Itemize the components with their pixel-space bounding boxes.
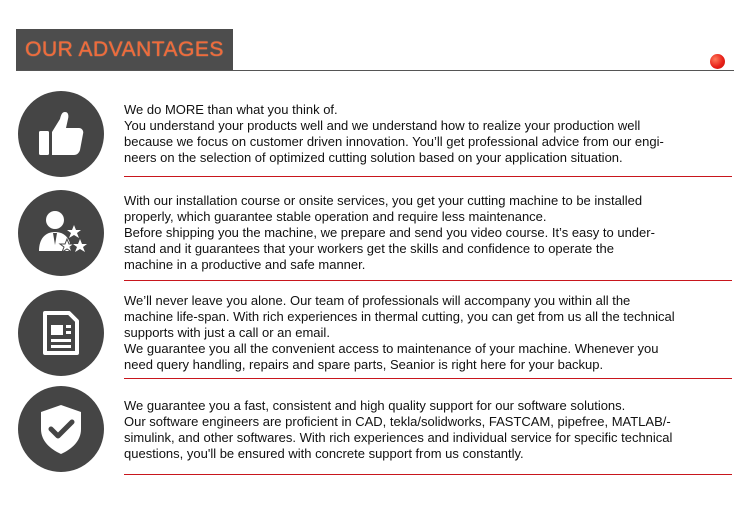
red-dot-icon [710,54,725,69]
divider-3 [124,378,732,379]
page-title: OUR ADVANTAGES [25,37,224,61]
advantage-text-3: We’ll never leave you alone. Our team of professionals will accompany you within all the machine life-span. With rich experiences in thermal cutting, you can get from us all the technical supports with just a call or an email. We guarantee you all the convenient access to maintenance of your machine. Whenever you need query handling, repairs and spare parts, Seanior is right here for your backup. [124,293,675,372]
advantage-text-2: With our installation course or onsite services, you get your cutting machine to be installed properly, which guarantee stable operation and require less maintenance. Before shipping you the machine, we prepare and send you video course. It’s easy to under- stand and it guarantees that your workers get the skills and confidence to operate the machine in a productive and safe manner. [124,193,655,272]
user-stars-icon [18,190,104,276]
divider-4 [124,474,732,475]
divider-2 [124,280,732,281]
header-rule [16,70,734,71]
title-banner [16,29,233,70]
thumbs-up-icon [18,91,104,177]
advantage-text-1: We do MORE than what you think of. You understand your products well and we understand how to realize your production well because we focus on customer driven innovation. You’ll get professional advice from our engi- neers on the selection of optimized cutting solution based on your application situation. [124,102,664,165]
document-icon [18,290,104,376]
advantage-text-4: We guarantee you a fast, consistent and high quality support for our software solutions. Our software engineers are proficient in CAD, tekla/solidworks, FASTCAM, pipefree, MATLAB/- simulink, and other softwares. With rich experiences and individual service for specific technical questions, you'll be ensured with concrete support from us constantly. [124,398,673,461]
shield-check-icon [18,386,104,472]
section-header [16,29,734,71]
divider-1 [124,176,732,177]
